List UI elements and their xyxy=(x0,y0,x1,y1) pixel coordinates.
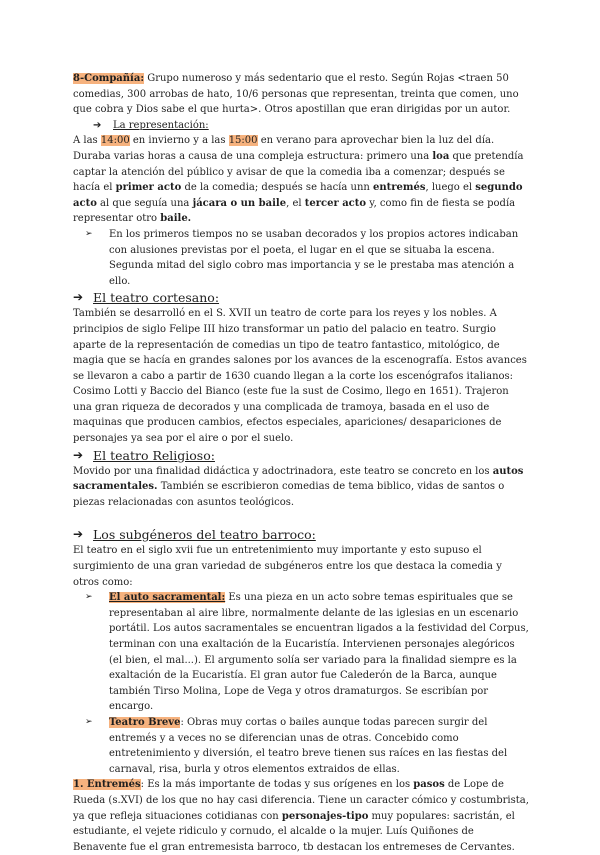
subheading-representacion-text: La representación: xyxy=(113,119,209,131)
heading-teatro-cortesano xyxy=(73,289,529,306)
bullet-icon: ➢ xyxy=(85,716,93,727)
highlight-1400: 14:00 xyxy=(100,135,130,147)
arrow-icon: ➔ xyxy=(93,119,102,131)
bold-loa: loa xyxy=(432,150,450,162)
bold-segundo-acto: segundo acto xyxy=(73,182,523,209)
heading-subgeneros xyxy=(73,526,529,543)
bullet-icon: ➢ xyxy=(85,592,93,603)
text-estructura-b: que pretendía captar la atención del público y avisar de que la comedia iba a comenzar; después se hacía el xyxy=(73,150,524,194)
text-religioso-1: Movido por una finalidad didáctica y adoctrinadora, este teatro se concreto en los xyxy=(73,465,493,477)
text-auto-sacramental: Es una pieza en un acto sobre temas espirituales que se representaban al aire libre, normalmente delante de las iglesias en un escenario portátil. Los autos sacramentales se encuentran ligados a la festividad del Corpus, terminan con una exaltación de la Eucaristía. Intervienen personajes alegóricos (el bien, el mal...). El argumento solía ser variado para la finalidad siempre es la exaltación de la Eucaristía. El gran autor fue Calederón de la Barca, aunque también Tirso Molina, Lope de Vega y otros dramaturgos. Se escribían por encargo. xyxy=(109,592,529,713)
text-estructura-d: , luego el xyxy=(425,182,476,194)
list-item-teatro-breve xyxy=(73,715,529,777)
bullet-icon: ➢ xyxy=(85,228,93,239)
text-entremes-1: : Es la más importante de todas y sus orígenes en los xyxy=(140,779,414,791)
bold-autos-sacramentales: autos sacramentales. xyxy=(73,465,524,493)
list-item-decorados xyxy=(73,227,529,289)
text-horario-2: en invierno y a las xyxy=(129,135,229,147)
text-estructura-c: de la comedia; después se hacía unn xyxy=(181,182,374,194)
text-horario-3: en verano para aprovechar bien la luz del día. xyxy=(257,135,495,147)
text-decorados: En los primeros tiempos no se usaban decorados y los propios actores indicaban con alusiones previstas por el poeta, el lugar en el que se situaba la escena. Segunda mitad del siglo cobro mas importancia y se le prestaba mas atención a ello. xyxy=(109,228,519,287)
heading-subgeneros-text: Los subgéneros del teatro barroco: xyxy=(93,527,316,543)
label-compania: 8-Compañía: xyxy=(73,73,145,84)
text-religioso-2: También se escribieron comedias de tema biblico, vidas de santos o piezas relacionadas con asuntos teológicos. xyxy=(73,481,505,508)
text-entremes-3: muy populares: sacristán, el estudiante, el vejete ridiculo y cornudo, el alcalde o la mujer. Luís Quiñones de Benavente fue el gran entremesista barroco, tb destacan los entremeses de Cervantes. xyxy=(73,810,515,853)
paragraph-horario xyxy=(73,133,529,149)
label-entremes: 1. Entremés xyxy=(73,779,141,791)
paragraph-estructura xyxy=(73,149,529,227)
text-estructura-g: y, como fin de fiesta se podía representar otro xyxy=(73,197,516,225)
paragraph-compania xyxy=(73,71,529,118)
text-entremes-2: de Lope de Rueda (s.XVI) de los que no hay casi diferencia. Tiene un caracter cómico y costumbrista, ya que refleja situaciones cotidianas con xyxy=(73,779,529,822)
text-horario-1: A las xyxy=(73,135,101,147)
paragraph-cortesano: También se desarrolló en el S. XVII un teatro de corte para los reyes y los nobles. A principios de siglo Felipe III hizo transformar un patio del palacio en teatro. Surgio aparte de la representación de comedias un tipo de teatro fantastico, mitológico, de magia que se hacía en grandes salones por los avances de la escenografía. Estos avances se llevaron a cabo a partir de 1630 cuando llegan a la corte los escenógrafos italianos: Cosimo Lotti y Baccio del Bianco (este fue la sust de Cosimo, llego en 1651). Trajeron una gran riqueza de decorados y una complicada de tramoya, basada en el uso de maquinas que producen cambios, efectos especiales, apariciones/ desapariciones de personajes ya sea por el aire o por el suelo. xyxy=(73,308,527,445)
bold-entremes: entremés xyxy=(373,182,426,194)
bold-baile: baile. xyxy=(160,213,192,225)
heading-teatro-cortesano-text: El teatro cortesano: xyxy=(93,290,220,306)
bold-tercer-acto: tercer acto xyxy=(304,197,367,209)
highlight-1500: 15:00 xyxy=(228,135,258,147)
heading-teatro-religioso-text: El teatro Religioso: xyxy=(93,447,215,463)
text-estructura-a: Duraba varias horas a causa de una compleja estructura: primero una xyxy=(73,150,433,162)
text-teatro-breve: : Obras muy cortas o bailes aunque todas parecen surgir del entremés y a veces no se diferencian unas de otras. Concebido como entretenimiento y diversión, el teatro breve tienen sus raíces en las fiestas del carnaval, risa, burla y otros elementos extraidos de ellas. xyxy=(109,716,508,775)
arrow-icon: ➔ xyxy=(73,527,84,542)
arrow-icon: ➔ xyxy=(73,290,84,305)
label-auto-sacramental: El auto sacramental: xyxy=(109,592,226,604)
text-compania: Grupo numeroso y más sedentario que el resto. Según Rojas <traen 50 comedias, 300 arrobas de hato, 10/6 personas que representan, treinta que comen, uno que cobra y Dios sabe el que hurta>. Otros apostillan que eran dirigidas por un autor. xyxy=(73,73,519,116)
bold-primer-acto: primer acto xyxy=(115,182,182,194)
document-body xyxy=(73,71,529,855)
arrow-icon: ➔ xyxy=(73,447,84,462)
paragraph-religioso xyxy=(73,464,529,511)
bold-jacara: jácara o un baile xyxy=(192,197,287,209)
text-estructura-f: , el xyxy=(286,197,305,209)
subheading-representacion xyxy=(73,118,529,134)
spacer xyxy=(73,510,529,526)
text-estructura-e: al que seguía una xyxy=(96,197,193,209)
label-teatro-breve: Teatro Breve xyxy=(109,716,181,728)
paragraph-entremes xyxy=(73,777,529,855)
list-item-auto-sacramental xyxy=(73,590,529,715)
bold-personajes-tipo: personajes-tipo xyxy=(281,810,369,822)
paragraph-subgeneros-intro: El teatro en el siglo xvii fue un entretenimiento muy importante y esto supuso el surgimiento de una gran variedad de subgéneros entre los que destaca la comedia y otros como: xyxy=(73,545,502,588)
heading-teatro-religioso xyxy=(73,447,529,464)
bold-pasos: pasos xyxy=(413,779,445,791)
